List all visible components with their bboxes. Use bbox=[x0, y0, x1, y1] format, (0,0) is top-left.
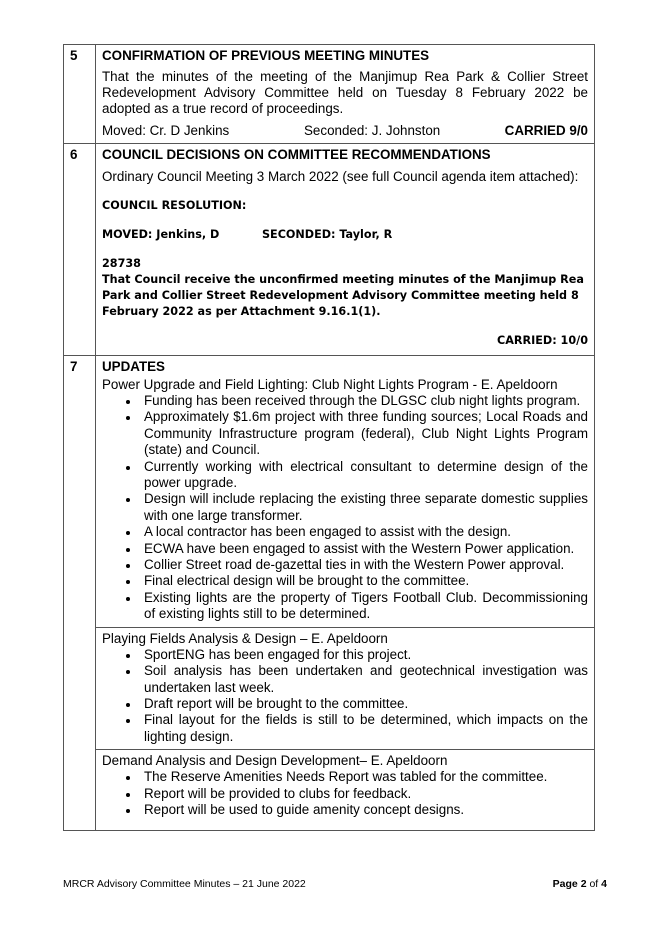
resolution-number: 28738 bbox=[102, 257, 141, 270]
list-item: • Approximately $1.6m project with three funding sources; Local Roads and Community Infrastructure program (federal), Club Night Lights Program (state) and Council. bbox=[140, 409, 588, 458]
list-item: • SportENG has been engaged for this project. bbox=[140, 647, 588, 663]
list-item: • Collier Street road de-gazettal ties in with the Western Power approval. bbox=[140, 557, 588, 573]
list-item: • The Reserve Amenities Needs Report was tabled for the committee. bbox=[140, 769, 588, 785]
seconded-by: Seconded: J. Johnston bbox=[304, 123, 441, 138]
update-subsection bbox=[96, 627, 594, 749]
list-item: • Draft report will be brought to the committee. bbox=[140, 696, 588, 712]
minutes-table bbox=[63, 44, 595, 831]
section-bullet-list bbox=[102, 647, 588, 745]
list-item: • Final layout for the fields is still to be determined, which impacts on the lighting design. bbox=[140, 712, 588, 745]
council-carried-result: CARRIED: 10/0 bbox=[497, 334, 588, 347]
item-heading: CONFIRMATION OF PREVIOUS MEETING MINUTES bbox=[102, 48, 430, 63]
item-heading: UPDATES bbox=[102, 359, 165, 374]
moved-by: Moved: Cr. D Jenkins bbox=[102, 123, 230, 138]
current-page: 2 bbox=[580, 878, 587, 890]
section-bullet-list bbox=[102, 769, 588, 818]
resolution-text: That the minutes of the meeting of the Manjimup Rea Park & Collier Street Redevelopment Advisory Committee held on Tuesday 8 February 2022 be adopted as a true record of proceedings. bbox=[102, 69, 588, 116]
item-number: 7 bbox=[64, 356, 96, 831]
page-label: Page bbox=[552, 878, 578, 890]
list-item: • A local contractor has been engaged to assist with the design. bbox=[140, 524, 588, 540]
total-pages: 4 bbox=[601, 878, 607, 890]
item-number: 5 bbox=[64, 45, 96, 144]
list-item: • Report will be provided to clubs for feedback. bbox=[140, 786, 588, 802]
item-row-6 bbox=[64, 144, 595, 356]
update-subsection bbox=[96, 749, 594, 830]
list-item: • Funding has been received through the DLGSC club night lights program. bbox=[140, 393, 588, 409]
list-item: • Report will be used to guide amenity concept designs. bbox=[140, 802, 588, 818]
council-moved-by: MOVED: Jenkins, D bbox=[102, 228, 220, 241]
section-bullet-list bbox=[102, 393, 588, 623]
item-heading: COUNCIL DECISIONS ON COMMITTEE RECOMMENDATIONS bbox=[102, 147, 491, 162]
footer-page-number bbox=[553, 878, 607, 890]
section-title: Playing Fields Analysis & Design – E. Apeldoorn bbox=[102, 630, 388, 646]
council-resolution-label: COUNCIL RESOLUTION: bbox=[102, 199, 247, 212]
motion-row bbox=[102, 123, 588, 139]
council-motion-row bbox=[102, 227, 588, 243]
list-item: • ECWA have been engaged to assist with the Western Power application. bbox=[140, 541, 588, 557]
section-title: Power Upgrade and Field Lighting: Club Night Lights Program - E. Apeldoorn bbox=[102, 377, 558, 392]
item-number: 6 bbox=[64, 144, 96, 356]
list-item: • Existing lights are the property of Tigers Football Club. Decommissioning of existing lights still to be determined. bbox=[140, 590, 588, 623]
list-item: • Currently working with electrical consultant to determine design of the power upgrade. bbox=[140, 459, 588, 492]
item-row-7 bbox=[64, 356, 595, 831]
council-seconded-by: SECONDED: Taylor, R bbox=[262, 228, 393, 241]
section-title: Demand Analysis and Design Development– E. Apeldoorn bbox=[102, 753, 448, 769]
council-meeting-intro: Ordinary Council Meeting 3 March 2022 (see full Council agenda item attached): bbox=[102, 169, 579, 184]
of-label: of bbox=[589, 878, 599, 890]
list-item: • Soil analysis has been undertaken and geotechnical investigation was undertaken last week. bbox=[140, 663, 588, 696]
list-item: • Design will include replacing the existing three separate domestic supplies with one large transformer. bbox=[140, 491, 588, 524]
carried-result: CARRIED 9/0 bbox=[504, 123, 588, 138]
list-item: • Final electrical design will be brought to the committee. bbox=[140, 573, 588, 589]
footer-document-title: MRCR Advisory Committee Minutes – 21 June 2022 bbox=[63, 878, 306, 890]
item-row-5 bbox=[64, 45, 595, 144]
council-resolution-text: That Council receive the unconfirmed meeting minutes of the Manjimup Rea Park and Collier Street Redevelopment Advisory Committee meeting held 8 February 2022 as per Attachment 9.16.1(1). bbox=[102, 273, 584, 318]
